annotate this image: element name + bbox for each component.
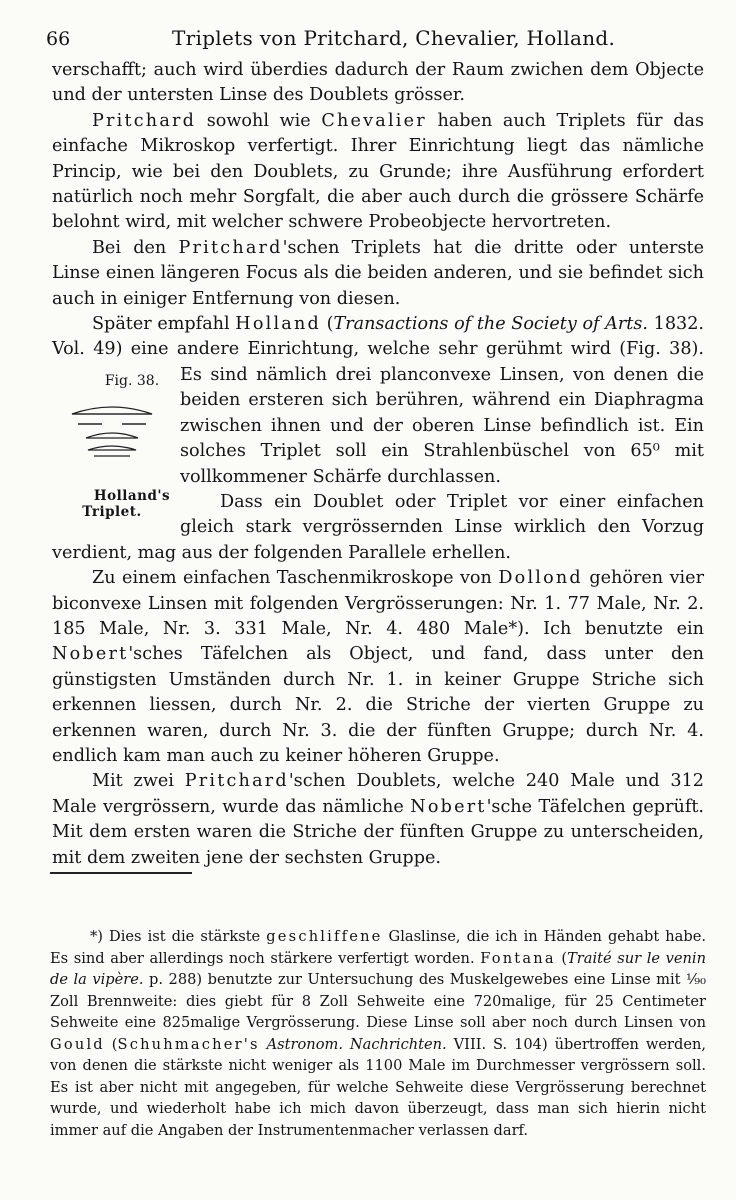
footnote-divider — [50, 872, 192, 874]
paragraph-2 — [52, 109, 704, 236]
paragraph-4-text-a: Später empfahl — [92, 314, 236, 335]
footnote-text-d: p. 288) benutzte zur Untersuchung des Muskelgewebes eine Linse mit ¹⁄₉₀ Zoll Brennweite: dies giebt für 8 Zoll Sehweite eine 720malige, für 25 Centimeter Sehweite eine 825malige Vergrösserung. Diese Linse soll aber noch durch Linsen von — [50, 971, 706, 1031]
paragraph-4 — [52, 312, 704, 520]
work-title-nachrichten: Astronom. Nachrichten. — [266, 1035, 447, 1053]
triplet-lens-diagram — [62, 398, 162, 464]
paragraph-3-text-b: 'schen Triplets hat die dritte oder unterste Linse einen längeren Focus als die beiden anderen, und sie befindet sich auch in einiger Entfernung von diesen. — [52, 237, 704, 309]
paragraph-3 — [52, 236, 704, 312]
main-text — [52, 58, 704, 871]
figure-caption-line-1: Holland's — [93, 487, 171, 504]
paragraph-2-text-b: haben auch Triplets für das einfache Mikroskop verfertigt. Ihrer Einrichtung liegt das nämliche Princip, wie bei den Doublets, zu Grunde; ihre Ausführung erfordert natürlich noch mehr Sorgfalt, die aber auch durch die grössere Schärfe belohnt wird, mit welcher schwere Probeobjecte hervortreten. — [52, 110, 705, 233]
page-header — [46, 26, 706, 56]
footnote-paragraph — [50, 926, 706, 1141]
lower-lens-icon — [88, 446, 136, 450]
footnote-text-e: ( — [104, 1035, 118, 1053]
paragraph-7-text-b: 'schen Doublets, welche 240 Male und 312 Male vergrössern, wurde das nämliche — [52, 771, 704, 817]
footnote-text-a: *) Dies ist die stärkste — [90, 928, 267, 945]
footnote-text-f — [260, 1036, 267, 1053]
middle-lens-icon — [86, 433, 138, 438]
name-holland: Holland — [235, 314, 321, 335]
figure-caption-line-2: Triplet. — [82, 503, 142, 520]
name-pritchard: Pritchard — [184, 771, 289, 792]
name-chevalier: Chevalier — [321, 110, 427, 131]
paragraph-1 — [52, 58, 704, 109]
paragraph-7 — [52, 769, 704, 871]
paragraph-6-text-b: gehören vier biconvexe Linsen mit folgenden Vergrösserungen: Nr. 1. 77 Male, Nr. 2. 185 Male, Nr. 3. 331 Male, Nr. 4. 480 Male*). Ich benutzte ein — [52, 568, 704, 639]
name-nobert: Nobert — [52, 644, 129, 665]
name-nobert: Nobert — [410, 796, 487, 817]
journal-title: Transactions of the Society of Arts. — [333, 314, 648, 335]
figure-caption — [52, 488, 172, 520]
paragraph-4-text-c — [52, 314, 704, 520]
paragraph-6 — [52, 566, 704, 769]
paragraph-1-text: verschafft; auch wird überdies dadurch der Raum zwichen dem Objecte und der untersten Linse des Doublets grösser. — [52, 60, 704, 106]
paragraph-5-text: Dass ein Doublet oder Triplet vor einer einfachen gleich stark vergrössernden Linse wirklich den Vorzug verdient, mag aus der folgenden Parallele erhellen. — [52, 491, 704, 563]
paragraph-7-text-c: 'sche Täfelchen geprüft. Mit dem ersten waren die Striche der fünften Gruppe zu unterscheiden, mit dem zweiten jene der sechsten Gruppe. — [52, 796, 704, 868]
name-dollond: Dollond — [498, 568, 583, 589]
footnote-text-b: Glaslinse, die ich in Händen gehabt habe. Es sind aber allerdings noch stärkere verfertigt worden. — [50, 928, 706, 967]
running-title: Triplets von Pritchard, Chevalier, Holland. — [172, 26, 616, 50]
name-fontana: Fontana — [480, 949, 556, 967]
paragraph-6-text-c: 'sches Täfelchen als Object, und fand, dass unter den günstigsten Umständen durch Nr. 1. in keiner Gruppe Striche sich erkennen liessen, durch Nr. 2. die Striche der vierten Gruppe zu erkennen waren, durch Nr. 3. die der fünften Gruppe; durch Nr. 4. endlich kam man auch zu keiner höheren Gruppe. — [52, 644, 704, 766]
paragraph-3-text-a: Bei den — [92, 237, 179, 258]
paragraph-2-text-a: sowohl wie — [196, 110, 322, 131]
footnote-text-c: ( — [555, 949, 568, 967]
paragraph-6-text-a: Zu einem einfachen Taschenmikroskope von — [92, 568, 499, 589]
figure-38 — [52, 363, 172, 539]
upper-lens-icon — [72, 407, 152, 414]
paragraph-4-text-c2: Es sind nämlich drei planconvexe Linsen, von denen die beiden ersteren sich berühren, während ein Diaphragma zwischen ihnen und der oberen Linse befindlich ist. Ein solches Triplet soll ein Strahlenbüschel von 65⁰ mit vollkommener Schärfe durchlassen. — [180, 364, 704, 487]
paragraph-4-text-c1: 1832. Vol. 49) eine andere Einrichtung, welche sehr gerühmt wird (Fig. 38). — [52, 314, 704, 360]
figure-label: Fig. 38. — [104, 372, 160, 389]
work-title-fontana: Traité sur le venin de la vipère. — [50, 949, 706, 988]
page-number: 66 — [46, 28, 71, 50]
paragraph-7-text-a: Mit zwei — [92, 771, 185, 792]
footnote-emphasis: geschliffene — [266, 928, 383, 945]
name-pritchard: Pritchard — [178, 237, 283, 258]
name-pritchard: Pritchard — [92, 110, 197, 131]
footnote-text-g: VIII. S. 104) übertroffen werden, von denen die stärkste nicht weniger als 1100 Male im Durchmesser vergrössern soll. Es ist aber nicht mit angegeben, für welche Sehweite diese Vergrösserung berechnet wurde, und wiederholt habe ich mich davon überzeugt, dass man sich hierin nicht immer auf die Angaben der Instrumentenmacher verlassen darf. — [50, 1035, 707, 1139]
name-gould: Gould — [50, 1035, 105, 1053]
paragraph-4-text-b: ( — [320, 314, 334, 335]
footnote — [50, 926, 706, 1141]
name-schuhmacher: Schuhmacher's — [117, 1035, 260, 1053]
